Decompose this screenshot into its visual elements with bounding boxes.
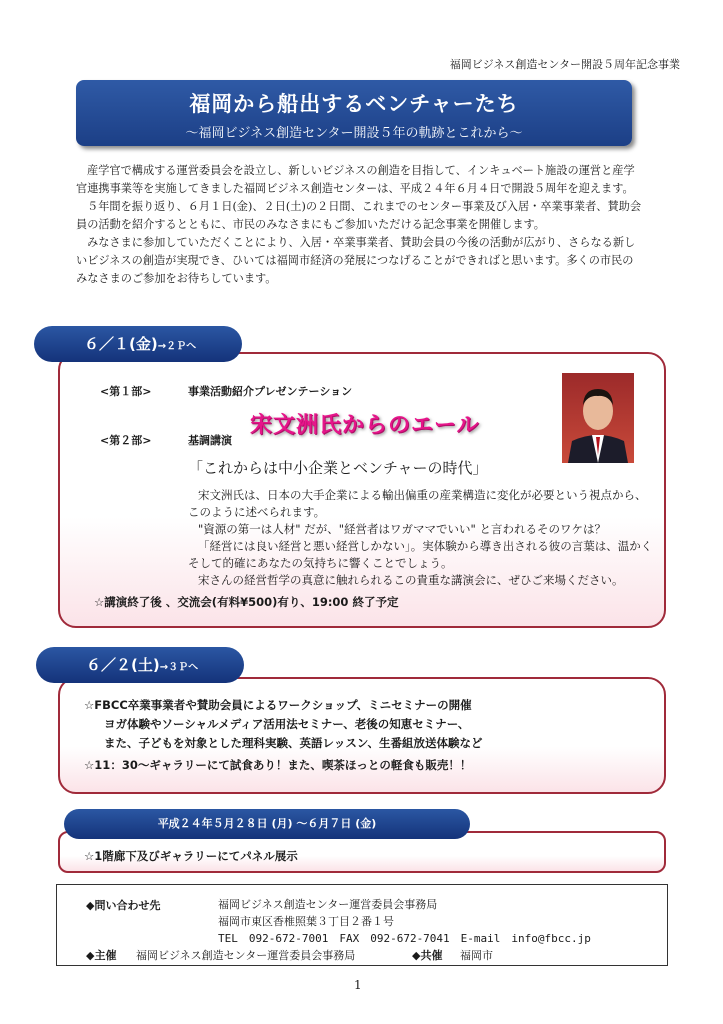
host-label: ◆主催 [86,949,117,962]
lecture-description [188,487,656,589]
part1-text: 事業活動紹介プレゼンテーション [188,385,353,398]
contact-tel: TEL 092-672-7001 FAX 092-672-7041 E-mail info@fbcc.jp [218,932,591,945]
cohost-name: 福岡市 [460,949,493,962]
page-title: 福岡から船出するベンチャーたち [189,92,519,116]
day2-date-pill [36,647,244,683]
intro-paragraph: ５年間を振り返り、６月１日(金)、２日(土)の２日間、これまでのセンター事業及び入居・卒業事業者、賛助会員の活動を紹介するとともに、市民のみなさまにもご参加いただける記念事業を開催します。 [76,200,642,231]
title-banner [76,80,632,146]
workshop-line: ☆FBCC卒業事業者や賛助会員によるワークショップ、ミニセミナーの開催 [84,698,472,712]
page-subtitle: ～福岡ビジネス創造センター開設５年の軌跡とこれから～ [185,126,523,141]
day1-date-pill [34,326,242,362]
intro-paragraph: みなさまに参加していただくことにより、入居・卒業事業者、賛助会員の今後の活動が広がり、さらなる新しいビジネスの創造が実現でき、ひいては福岡市経済の発展につなげることができればと思います。多くの市民のみなさまのご参加をお待ちしています。 [76,236,636,285]
yell-headline: 宋文洲氏からのエール [250,413,480,438]
speaker-photo [562,373,634,463]
event-note: 福岡ビジネス創造センター開設５周年記念事業 [449,58,680,71]
host-name: 福岡ビジネス創造センター運営委員会事務局 [136,949,356,962]
day2-date: ６／２(土) [86,656,160,674]
part1-label: <第１部> [100,385,152,398]
reception-note: ☆講演終了後 、交流会(有料¥500)有り、19:00 終了予定 [94,595,399,609]
intro-paragraph: 産学官で構成する運営委員会を設立し、新しいビジネスの創造を目指して、インキュベート施設の運営と産学官連携事業等を実施してきました福岡ビジネス創造センターは、平成２４年６月４日で開設５周年を迎えます。 [76,164,635,195]
lecture-title: 「これからは中小企業とベンチャーの時代」 [188,459,488,477]
intro-text [76,162,644,288]
page-number: 1 [354,978,362,992]
day2-page-ref: →３Ｐへ [159,662,199,673]
part2-label: <第２部> [100,434,152,447]
workshop-line: ヨガ体験やソーシャルメディア活用法セミナー、老後の知恵セミナー、 [104,717,470,731]
contact-address: 福岡市東区香椎照葉３丁目２番１号 [218,915,394,928]
speaker-portrait-icon [562,373,634,463]
day1-page-ref: →２Ｐへ [157,341,197,352]
exhibit-period-pill: 平成２４年５月２８日 (月) ～６月７日 (金) [64,809,470,839]
exhibit-text: ☆1階廊下及びギャラリーにてパネル展示 [84,849,298,863]
tasting-line: ☆11：30～ギャラリーにて試食あり！また、喫茶ほっとの軽食も販売！！ [84,758,472,772]
cohost-label: ◆共催 [412,949,443,962]
day1-date: ６／１(金) [84,335,158,353]
contact-org: 福岡ビジネス創造センター運営委員会事務局 [218,898,438,911]
desc-line: 宋文洲氏は、日本の大手企業による輸出偏重の産業構造に変化が必要という視点から、このように述べられます。 [188,488,647,519]
workshop-line: また、子どもを対象とした理科実験、英語レッスン、生番組放送体験など [104,736,483,750]
contact-label: ◆問い合わせ先 [86,899,161,912]
part2-text: 基調講演 [188,434,232,447]
desc-line: 「経営には良い経営と悪い経営しかない」。実体験から導き出される彼の言葉は、温かくそして的確にあなたの気持ちに響くことでしょう。 [188,539,653,570]
desc-line: 宋さんの経営哲学の真意に触れられるこの貴重な講演会に、ぜひご来場ください。 [198,573,624,587]
desc-line: "資源の第一は人材" だが、"経営者はワガママでいい" と言われるそのワケは？ [198,522,606,536]
